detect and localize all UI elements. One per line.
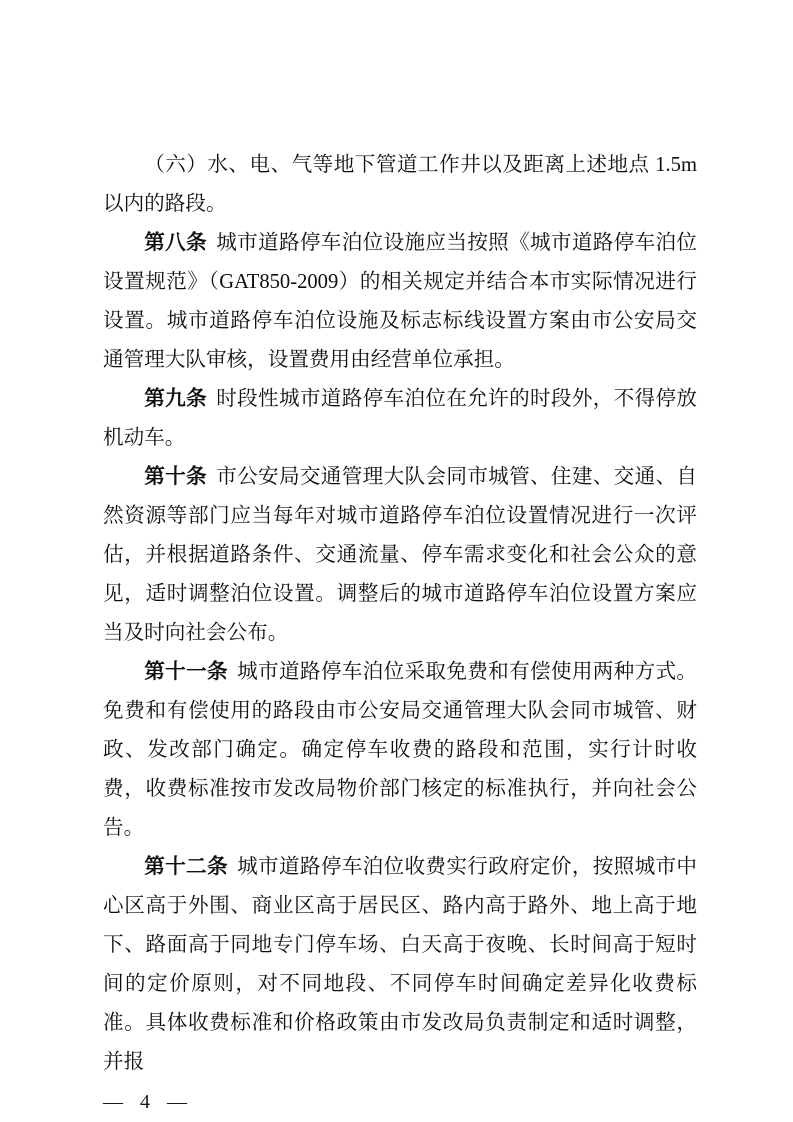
article-8-text: 城市道路停车泊位设施应当按照《城市道路停车泊位设置规范》（GAT850-2009）的相关规定并结合本市实际情况进行设置。城市道路停车泊位设施及标志标线设置方案由市公安局交通管理大队审核，设置费用由经营单位承担。 bbox=[103, 232, 698, 371]
article-12-heading: 第十二条 bbox=[144, 856, 228, 878]
clause-6-paragraph bbox=[103, 146, 697, 224]
article-8-heading: 第八条 bbox=[144, 232, 207, 254]
article-11-paragraph bbox=[103, 653, 697, 848]
document-body bbox=[103, 146, 697, 1122]
article-9-text: 时段性城市道路停车泊位在允许的时段外，不得停放机动车。 bbox=[103, 388, 698, 449]
article-9-paragraph bbox=[103, 380, 697, 458]
article-9-heading: 第九条 bbox=[144, 388, 207, 410]
article-8-paragraph bbox=[103, 224, 697, 380]
article-12-paragraph bbox=[103, 848, 697, 1082]
article-10-text: 市公安局交通管理大队会同市城管、住建、交通、自然资源等部门应当每年对城市道路停车泊位设置情况进行一次评估，并根据道路条件、交通流量、停车需求变化和社会公众的意见，适时调整泊位设置。调整后的城市道路停车泊位设置方案应当及时向社会公布。 bbox=[103, 466, 698, 644]
clause-6-text: （六）水、电、气等地下管道工作井以及距离上述地点 1.5m 以内的路段。 bbox=[103, 154, 697, 215]
article-10-paragraph bbox=[103, 458, 697, 653]
article-11-text: 城市道路停车泊位采取免费和有偿使用两种方式。免费和有偿使用的路段由市公安局交通管理大队会同市城管、财政、发改部门确定。确定停车收费的路段和范围，实行计时收费，收费标准按市发改局物价部门核定的标准执行，并向社会公告。 bbox=[103, 661, 698, 839]
article-11-heading: 第十一条 bbox=[144, 661, 228, 683]
page-number: — 4 — bbox=[103, 1091, 188, 1113]
article-10-heading: 第十条 bbox=[144, 466, 207, 488]
article-12-text: 城市道路停车泊位收费实行政府定价，按照城市中心区高于外围、商业区高于居民区、路内高于路外、地上高于地下、路面高于同地专门停车场、白天高于夜晚、长时间高于短时间的定价原则，对不同地段、不同停车时间确定差异化收费标准。具体收费标准和价格政策由市发改局负责制定和适时调整，并报 bbox=[103, 856, 698, 1073]
